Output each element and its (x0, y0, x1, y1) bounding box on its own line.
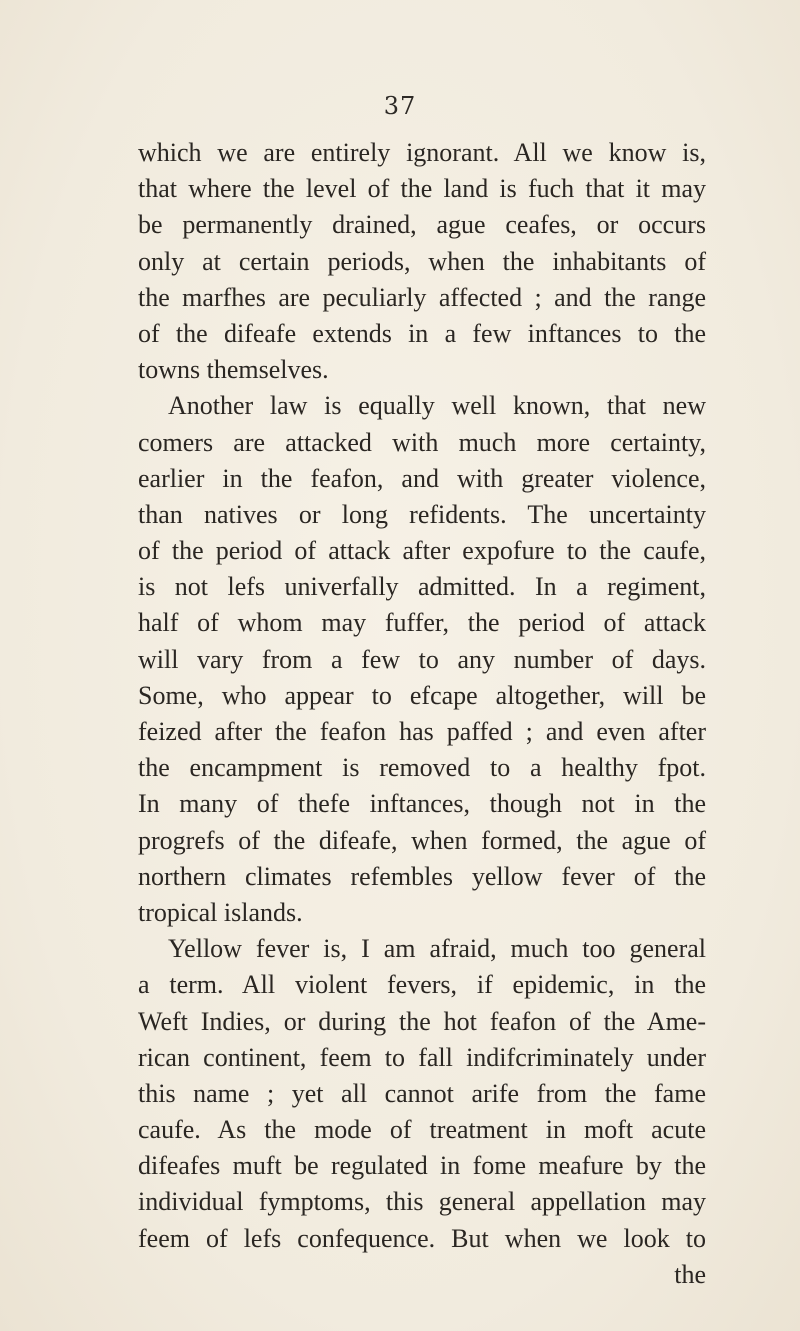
text-line: be permanently drained, ague ceafes, or occurs (138, 210, 706, 240)
catchword: the (674, 1259, 706, 1289)
text-line: of the period of attack after expofure to the caufe, (138, 536, 706, 566)
text-line: that where the level of the land is fuch that it may (138, 174, 706, 204)
text-line: Some, who appear to efcape altogether, will be (138, 680, 706, 710)
text-line: earlier in the feafon, and with greater violence, (138, 463, 706, 493)
text-line: difeafes muft be regulated in fome meafure by the (138, 1151, 706, 1181)
text-line: Weft Indies, or during the hot feafon of the Ame- (138, 1006, 706, 1036)
page-number: 37 (383, 92, 417, 120)
text-line: feized after the feafon has paffed ; and even after (138, 717, 706, 746)
text-line: which we are entirely ignorant. All we know is, (138, 138, 706, 167)
text-line: progrefs of the difeafe, when formed, the ague of (138, 825, 706, 855)
text-line: individual fymptoms, this general appellation may (138, 1187, 706, 1217)
text-line: the marfhes are peculiarly affected ; and the range (138, 282, 706, 312)
text-line: this name ; yet all cannot arife from the fame (138, 1078, 706, 1108)
text-line: a term. All violent fevers, if epidemic, in the (138, 970, 706, 1000)
text-line: is not lefs univerfally admitted. In a regiment, (138, 572, 706, 602)
text-line: only at certain periods, when the inhabitants of (138, 246, 706, 276)
text-line: comers are attacked with much more certainty, (138, 427, 706, 457)
text-line: half of whom may fuffer, the period of attack (138, 608, 706, 638)
text-line: will vary from a few to any number of days. (138, 644, 706, 674)
text-line: of the difeafe extends in a few inftances to the (138, 318, 706, 348)
text-line: caufe. As the mode of treatment in moft acute (138, 1115, 706, 1145)
body-text (138, 135, 706, 1293)
text-line: the encampment is removed to a healthy fpot. (138, 753, 706, 783)
text-line: Another law is equally well known, that new (168, 391, 706, 421)
text-line: towns themselves. (138, 355, 329, 385)
text-line: In many of thefe inftances, though not in the (138, 789, 706, 819)
text-line: northern climates refembles yellow fever of the (138, 861, 706, 891)
text-line: tropical islands. (138, 897, 303, 927)
text-line: Yellow fever is, I am afraid, much too general (168, 934, 706, 964)
text-line: rican continent, feem to fall indifcriminately under (138, 1042, 706, 1072)
text-line: than natives or long refidents. The uncertainty (138, 499, 706, 529)
text-line: feem of lefs confequence. But when we look to (138, 1223, 706, 1253)
